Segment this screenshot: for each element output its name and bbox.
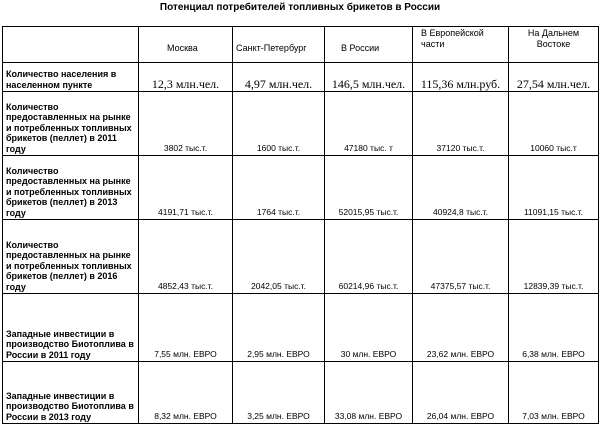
cell-2013-moscow: 4191,71 тыс.т. [139,156,233,220]
row-label-investment-2011: Западные инвестиции в производство Биотоплива в России в 2011 году [3,294,139,362]
cell-2013-russia: 52015,95 тыс.т. [325,156,413,220]
row-label-population: Количество населения в населенном пункте [3,63,139,92]
table-row [3,220,599,294]
cell-2011-russia: 47180 тыс. т [325,92,413,156]
cell-2013-spb: 1764 тыс.т. [233,156,325,220]
corner-cell [3,27,139,63]
cell-2011-spb: 1600 тыс.т. [233,92,325,156]
document-title: Потенциал потребителей топливных брикетов в России [159,2,441,13]
cell-2013-european: 40924,8 тыс.т. [413,156,509,220]
cell-invest-2011-far-east: 6,38 млн. ЕВРО [509,294,599,362]
cell-population-far-east: 27,54 млн.чел. [509,63,599,92]
cell-2016-moscow: 4852,43 тыс.т. [139,220,233,294]
cell-invest-2013-far-east: 7,03 млн. ЕВРО [509,362,599,424]
cell-invest-2013-moscow: 8,32 млн. ЕВРО [139,362,233,424]
cell-invest-2013-european: 26,04 млн. ЕВРО [413,362,509,424]
column-header-european: В Европейской части [413,27,509,63]
cell-population-european: 115,36 млн.руб. [413,63,509,92]
cell-population-spb: 4,97 млн.чел. [233,63,325,92]
cell-invest-2011-moscow: 7,55 млн. ЕВРО [139,294,233,362]
cell-2016-russia: 60214,96 тыс.т. [325,220,413,294]
row-label-pellets-2016: Количество предоставленных на рынке и потребленных топливных брикетов (пеллет) в 2016 году [3,220,139,294]
cell-invest-2011-european: 23,62 млн. ЕВРО [413,294,509,362]
cell-population-russia: 146,5 млн.чел. [325,63,413,92]
column-header-far-east: На Дальнем Востоке [509,27,599,63]
cell-invest-2011-spb: 2,95 млн. ЕВРО [233,294,325,362]
row-label-pellets-2011: Количество предоставленных на рынке и потребленных топливных брикетов (пеллет) в 2011 году [3,92,139,156]
cell-2011-european: 37120 тыс.т. [413,92,509,156]
row-label-pellets-2013: Количество предоставленных на рынке и потребленных топливных брикетов (пеллет) в 2013 году [3,156,139,220]
cell-invest-2013-russia: 33,08 млн. ЕВРО [325,362,413,424]
table-row [3,294,599,362]
header-row [3,27,599,63]
column-header-moscow: Москва [139,27,233,63]
consumers-table [2,26,599,424]
cell-invest-2013-spb: 3,25 млн. ЕВРО [233,362,325,424]
column-header-spb: Санкт-Петербург [233,27,325,63]
cell-2013-far-east: 11091,15 тыс.т. [509,156,599,220]
cell-2016-spb: 2042,05 тыс.т. [233,220,325,294]
cell-population-moscow: 12,3 млн.чел. [139,63,233,92]
cell-2016-far-east: 12839,39 тыс.т. [509,220,599,294]
table-row [3,92,599,156]
cell-invest-2011-russia: 30 млн. ЕВРО [325,294,413,362]
row-label-investment-2013: Западные инвестиции в производство Биотоплива в России в 2013 году [3,362,139,424]
cell-2011-moscow: 3802 тыс.т. [139,92,233,156]
table-row [3,156,599,220]
cell-2011-far-east: 10060 тыс.т [509,92,599,156]
cell-2016-european: 47375,57 тыс.т. [413,220,509,294]
column-header-russia: В России [325,27,413,63]
table-row [3,362,599,424]
table-row [3,63,599,92]
